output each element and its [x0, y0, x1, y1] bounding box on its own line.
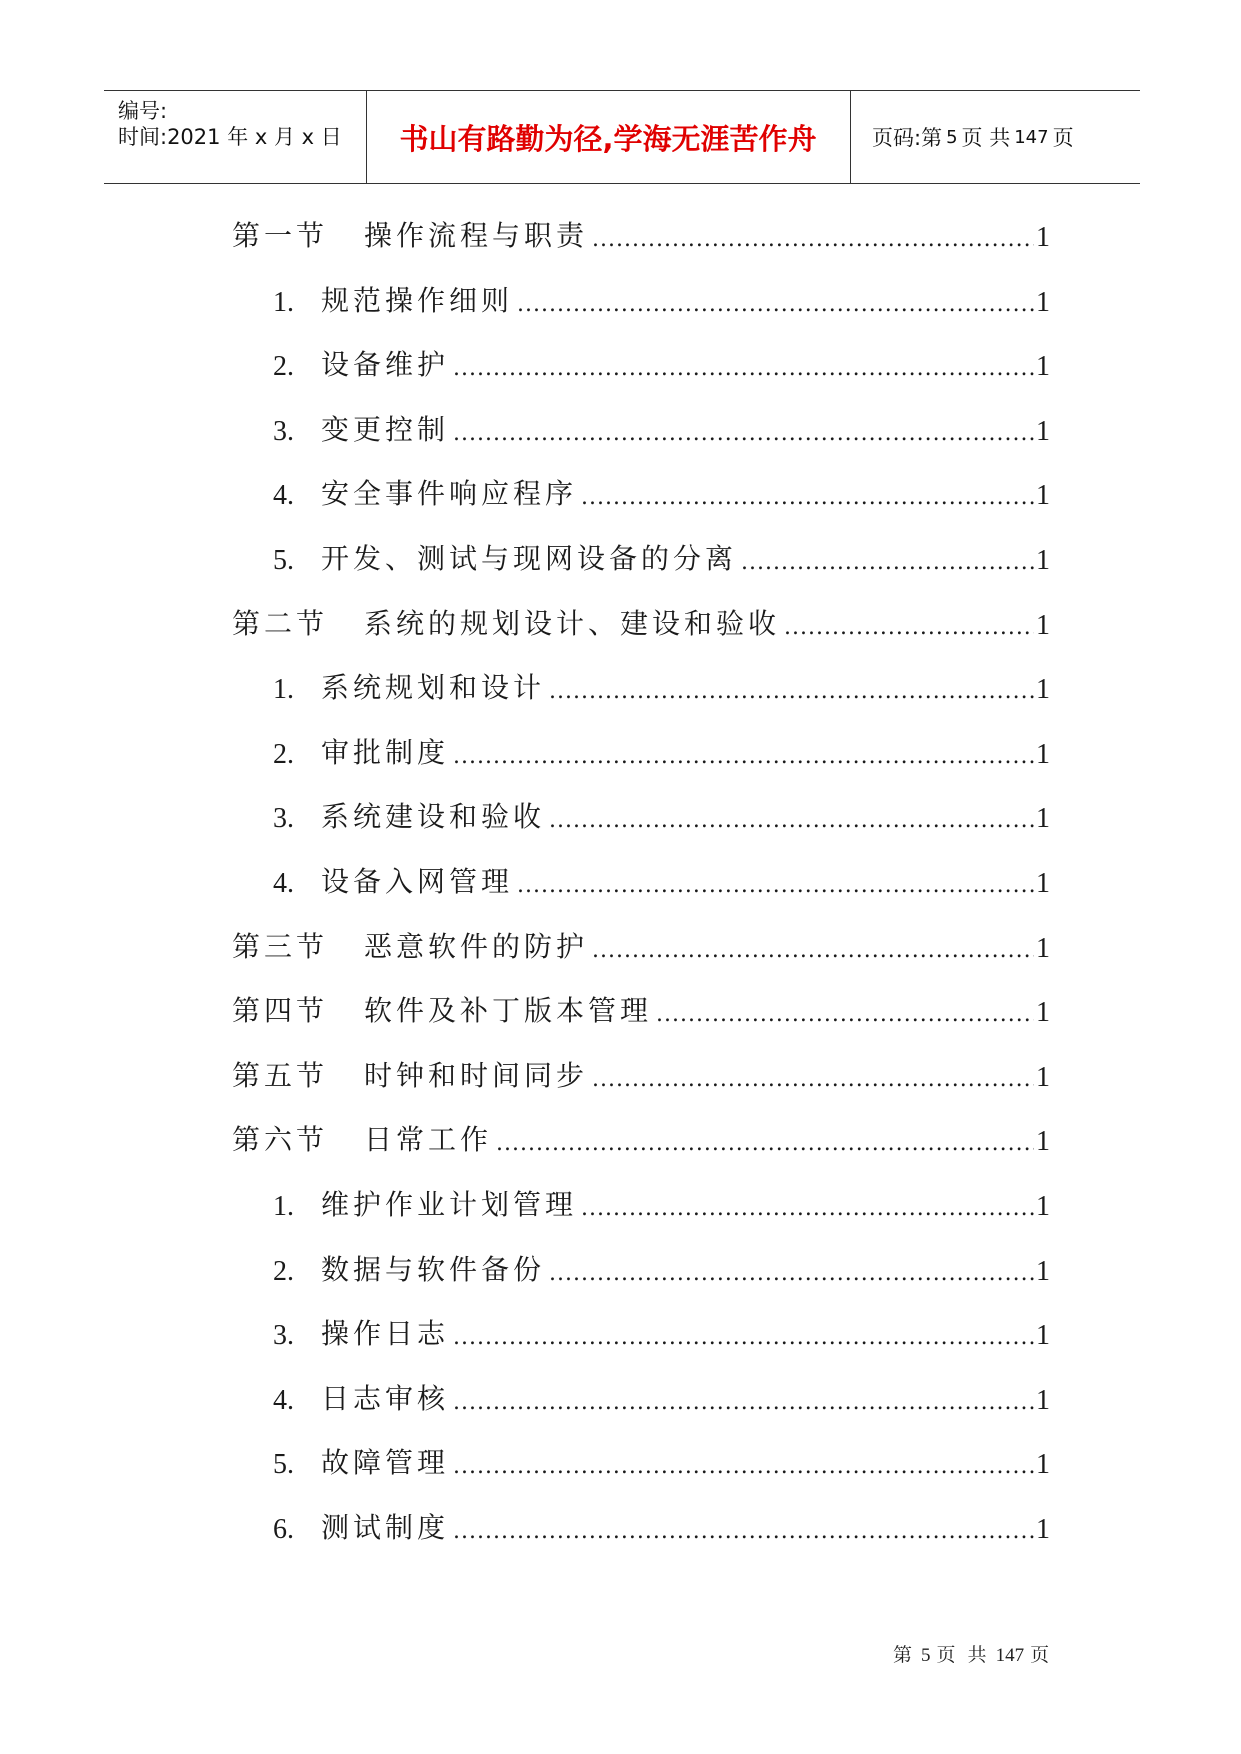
toc-dot-leader	[581, 1196, 1034, 1223]
toc-entry-title: 开发、测试与现网设备的分离	[321, 542, 738, 575]
toc-entry-title: 安全事件响应程序	[321, 477, 578, 511]
toc-entry-prefix: 第三节	[232, 929, 329, 963]
toc-entry-page-number: 1	[1036, 1126, 1050, 1158]
toc-entry-title: 操作流程与职责	[364, 219, 589, 252]
toc-entry-page-number: 1	[1036, 1320, 1050, 1352]
toc-subsection-entry[interactable]	[273, 1441, 1050, 1481]
toc-entry-prefix: 3.	[273, 803, 294, 835]
toc-dot-leader	[592, 227, 1034, 254]
document-date-label: 时间:2021 年 x 月 x 日	[118, 125, 342, 149]
toc-entry-prefix: 5.	[273, 1449, 294, 1481]
toc-entry-page-number: 1	[1036, 545, 1050, 576]
footer-mid: 页 共	[936, 1644, 990, 1666]
toc-subsection-entry[interactable]	[273, 666, 1050, 706]
toc-entry-title: 维护作业计划管理	[321, 1188, 578, 1221]
toc-entry-prefix: 4.	[273, 1384, 294, 1416]
toc-subsection-entry[interactable]	[273, 1506, 1050, 1546]
toc-entry-page-number: 1	[1036, 1514, 1050, 1545]
toc-entry-title: 时钟和时间同步	[364, 1058, 589, 1092]
header-page-info	[850, 91, 1140, 183]
toc-section-entry[interactable]	[232, 989, 1050, 1029]
toc-entry-title: 操作日志	[321, 1317, 450, 1351]
toc-section-entry[interactable]	[232, 214, 1050, 254]
toc-entry-page-number: 1	[1036, 1191, 1050, 1222]
toc-entry-title: 审批制度	[321, 735, 450, 769]
toc-entry-page-number: 1	[1036, 1384, 1050, 1416]
toc-section-entry[interactable]	[232, 925, 1050, 965]
toc-entry-title: 测试制度	[321, 1511, 450, 1544]
toc-subsection-entry[interactable]	[273, 408, 1050, 448]
toc-entry-title: 数据与软件备份	[321, 1252, 546, 1286]
toc-entry-title: 恶意软件的防护	[364, 929, 589, 963]
toc-entry-prefix: 1.	[273, 286, 294, 318]
footer-prefix: 第	[893, 1644, 916, 1666]
toc-entry-page-number: 1	[1036, 1449, 1050, 1481]
toc-entry-prefix: 2.	[273, 738, 294, 770]
toc-section-entry[interactable]	[232, 1118, 1050, 1158]
toc-entry-title: 日志审核	[321, 1381, 450, 1415]
toc-subsection-entry[interactable]	[273, 279, 1050, 319]
toc-entry-prefix: 第四节	[232, 994, 329, 1028]
toc-dot-leader	[581, 485, 1034, 512]
toc-dot-leader	[453, 744, 1034, 771]
toc-dot-leader	[453, 1325, 1034, 1352]
toc-dot-leader	[549, 679, 1034, 706]
header-page-prefix: 页码:第	[872, 126, 943, 150]
toc-entry-prefix: 3.	[273, 1320, 294, 1352]
toc-dot-leader	[549, 808, 1034, 835]
toc-dot-leader	[453, 1454, 1034, 1481]
toc-dot-leader	[453, 356, 1034, 383]
toc-entry-page-number: 1	[1036, 1255, 1050, 1287]
toc-subsection-entry[interactable]	[273, 795, 1050, 835]
toc-entry-page-number: 1	[1036, 868, 1050, 899]
toc-entry-title: 规范操作细则	[321, 283, 514, 317]
header-motto: 书山有路勤为径,学海无涯苦作舟	[366, 91, 851, 183]
header-page-mid: 页 共	[961, 126, 1011, 150]
toc-dot-leader	[784, 615, 1034, 642]
toc-dot-leader	[496, 1131, 1034, 1158]
toc-subsection-entry[interactable]	[273, 343, 1050, 383]
toc-entry-prefix: 4.	[273, 480, 294, 512]
toc-entry-title: 日常工作	[364, 1123, 493, 1157]
toc-dot-leader	[741, 550, 1034, 577]
header-meta-cell	[104, 91, 367, 183]
toc-dot-leader	[453, 1519, 1034, 1546]
toc-entry-title: 设备入网管理	[321, 865, 514, 898]
toc-entry-page-number: 1	[1036, 932, 1050, 964]
page-footer	[893, 1640, 1052, 1667]
toc-entry-prefix: 2.	[273, 1255, 294, 1287]
toc-entry-prefix: 第二节	[232, 606, 329, 640]
toc-subsection-entry[interactable]	[273, 472, 1050, 512]
toc-subsection-entry[interactable]	[273, 731, 1050, 771]
toc-dot-leader	[592, 938, 1034, 965]
toc-entry-prefix: 4.	[273, 868, 294, 899]
toc-entry-page-number: 1	[1036, 609, 1050, 641]
toc-entry-prefix: 2.	[273, 351, 294, 383]
toc-entry-prefix: 第六节	[232, 1123, 329, 1157]
toc-entry-prefix: 1.	[273, 1191, 294, 1222]
toc-subsection-entry[interactable]	[273, 1183, 1050, 1223]
toc-entry-title: 系统建设和验收	[321, 800, 546, 834]
toc-dot-leader	[517, 292, 1034, 319]
toc-entry-title: 故障管理	[321, 1446, 450, 1480]
toc-entry-title: 变更控制	[321, 412, 450, 446]
toc-entry-page-number: 1	[1036, 803, 1050, 835]
toc-entry-prefix: 1.	[273, 674, 294, 706]
toc-dot-leader	[453, 1390, 1034, 1417]
toc-entry-prefix: 第五节	[232, 1058, 329, 1092]
toc-entry-page-number: 1	[1036, 286, 1050, 318]
document-number-label: 编号:	[118, 99, 168, 123]
toc-entry-prefix: 6.	[273, 1514, 294, 1545]
header-page-current: 5	[946, 126, 958, 148]
toc-dot-leader	[549, 1261, 1034, 1288]
footer-current-page: 5	[921, 1645, 931, 1666]
toc-dot-leader	[453, 421, 1034, 448]
toc-dot-leader	[592, 1067, 1034, 1094]
toc-subsection-entry[interactable]	[273, 860, 1050, 900]
toc-dot-leader	[656, 1002, 1034, 1029]
toc-entry-prefix: 第一节	[232, 219, 329, 252]
footer-suffix: 页	[1030, 1644, 1053, 1666]
toc-subsection-entry[interactable]	[273, 1312, 1050, 1352]
toc-entry-page-number: 1	[1036, 351, 1050, 383]
toc-subsection-entry[interactable]	[273, 1248, 1050, 1288]
toc-entry-prefix: 3.	[273, 415, 294, 447]
toc-section-entry[interactable]	[232, 1054, 1050, 1094]
header-page-suffix: 页	[1052, 126, 1074, 150]
toc-entry-page-number: 1	[1036, 1061, 1050, 1093]
toc-entry-page-number: 1	[1036, 222, 1050, 253]
toc-entry-page-number: 1	[1036, 674, 1050, 706]
document-header	[104, 90, 1140, 184]
toc-entry-title: 系统规划和设计	[321, 671, 546, 705]
toc-subsection-entry[interactable]	[273, 537, 1050, 577]
toc-dot-leader	[517, 873, 1034, 900]
toc-entry-page-number: 1	[1036, 738, 1050, 770]
toc-subsection-entry[interactable]	[273, 1377, 1050, 1417]
toc-entry-title: 设备维护	[321, 348, 450, 382]
toc-entry-page-number: 1	[1036, 480, 1050, 512]
toc-entry-page-number: 1	[1036, 415, 1050, 447]
toc-entry-page-number: 1	[1036, 997, 1050, 1029]
toc-entry-title: 软件及补丁版本管理	[364, 994, 653, 1028]
footer-total-pages: 147	[995, 1645, 1025, 1666]
toc-section-entry[interactable]	[232, 602, 1050, 642]
toc-entry-prefix: 5.	[273, 545, 294, 576]
toc-entry-title: 系统的规划设计、建设和验收	[364, 606, 781, 640]
header-page-total: 147	[1014, 126, 1049, 148]
